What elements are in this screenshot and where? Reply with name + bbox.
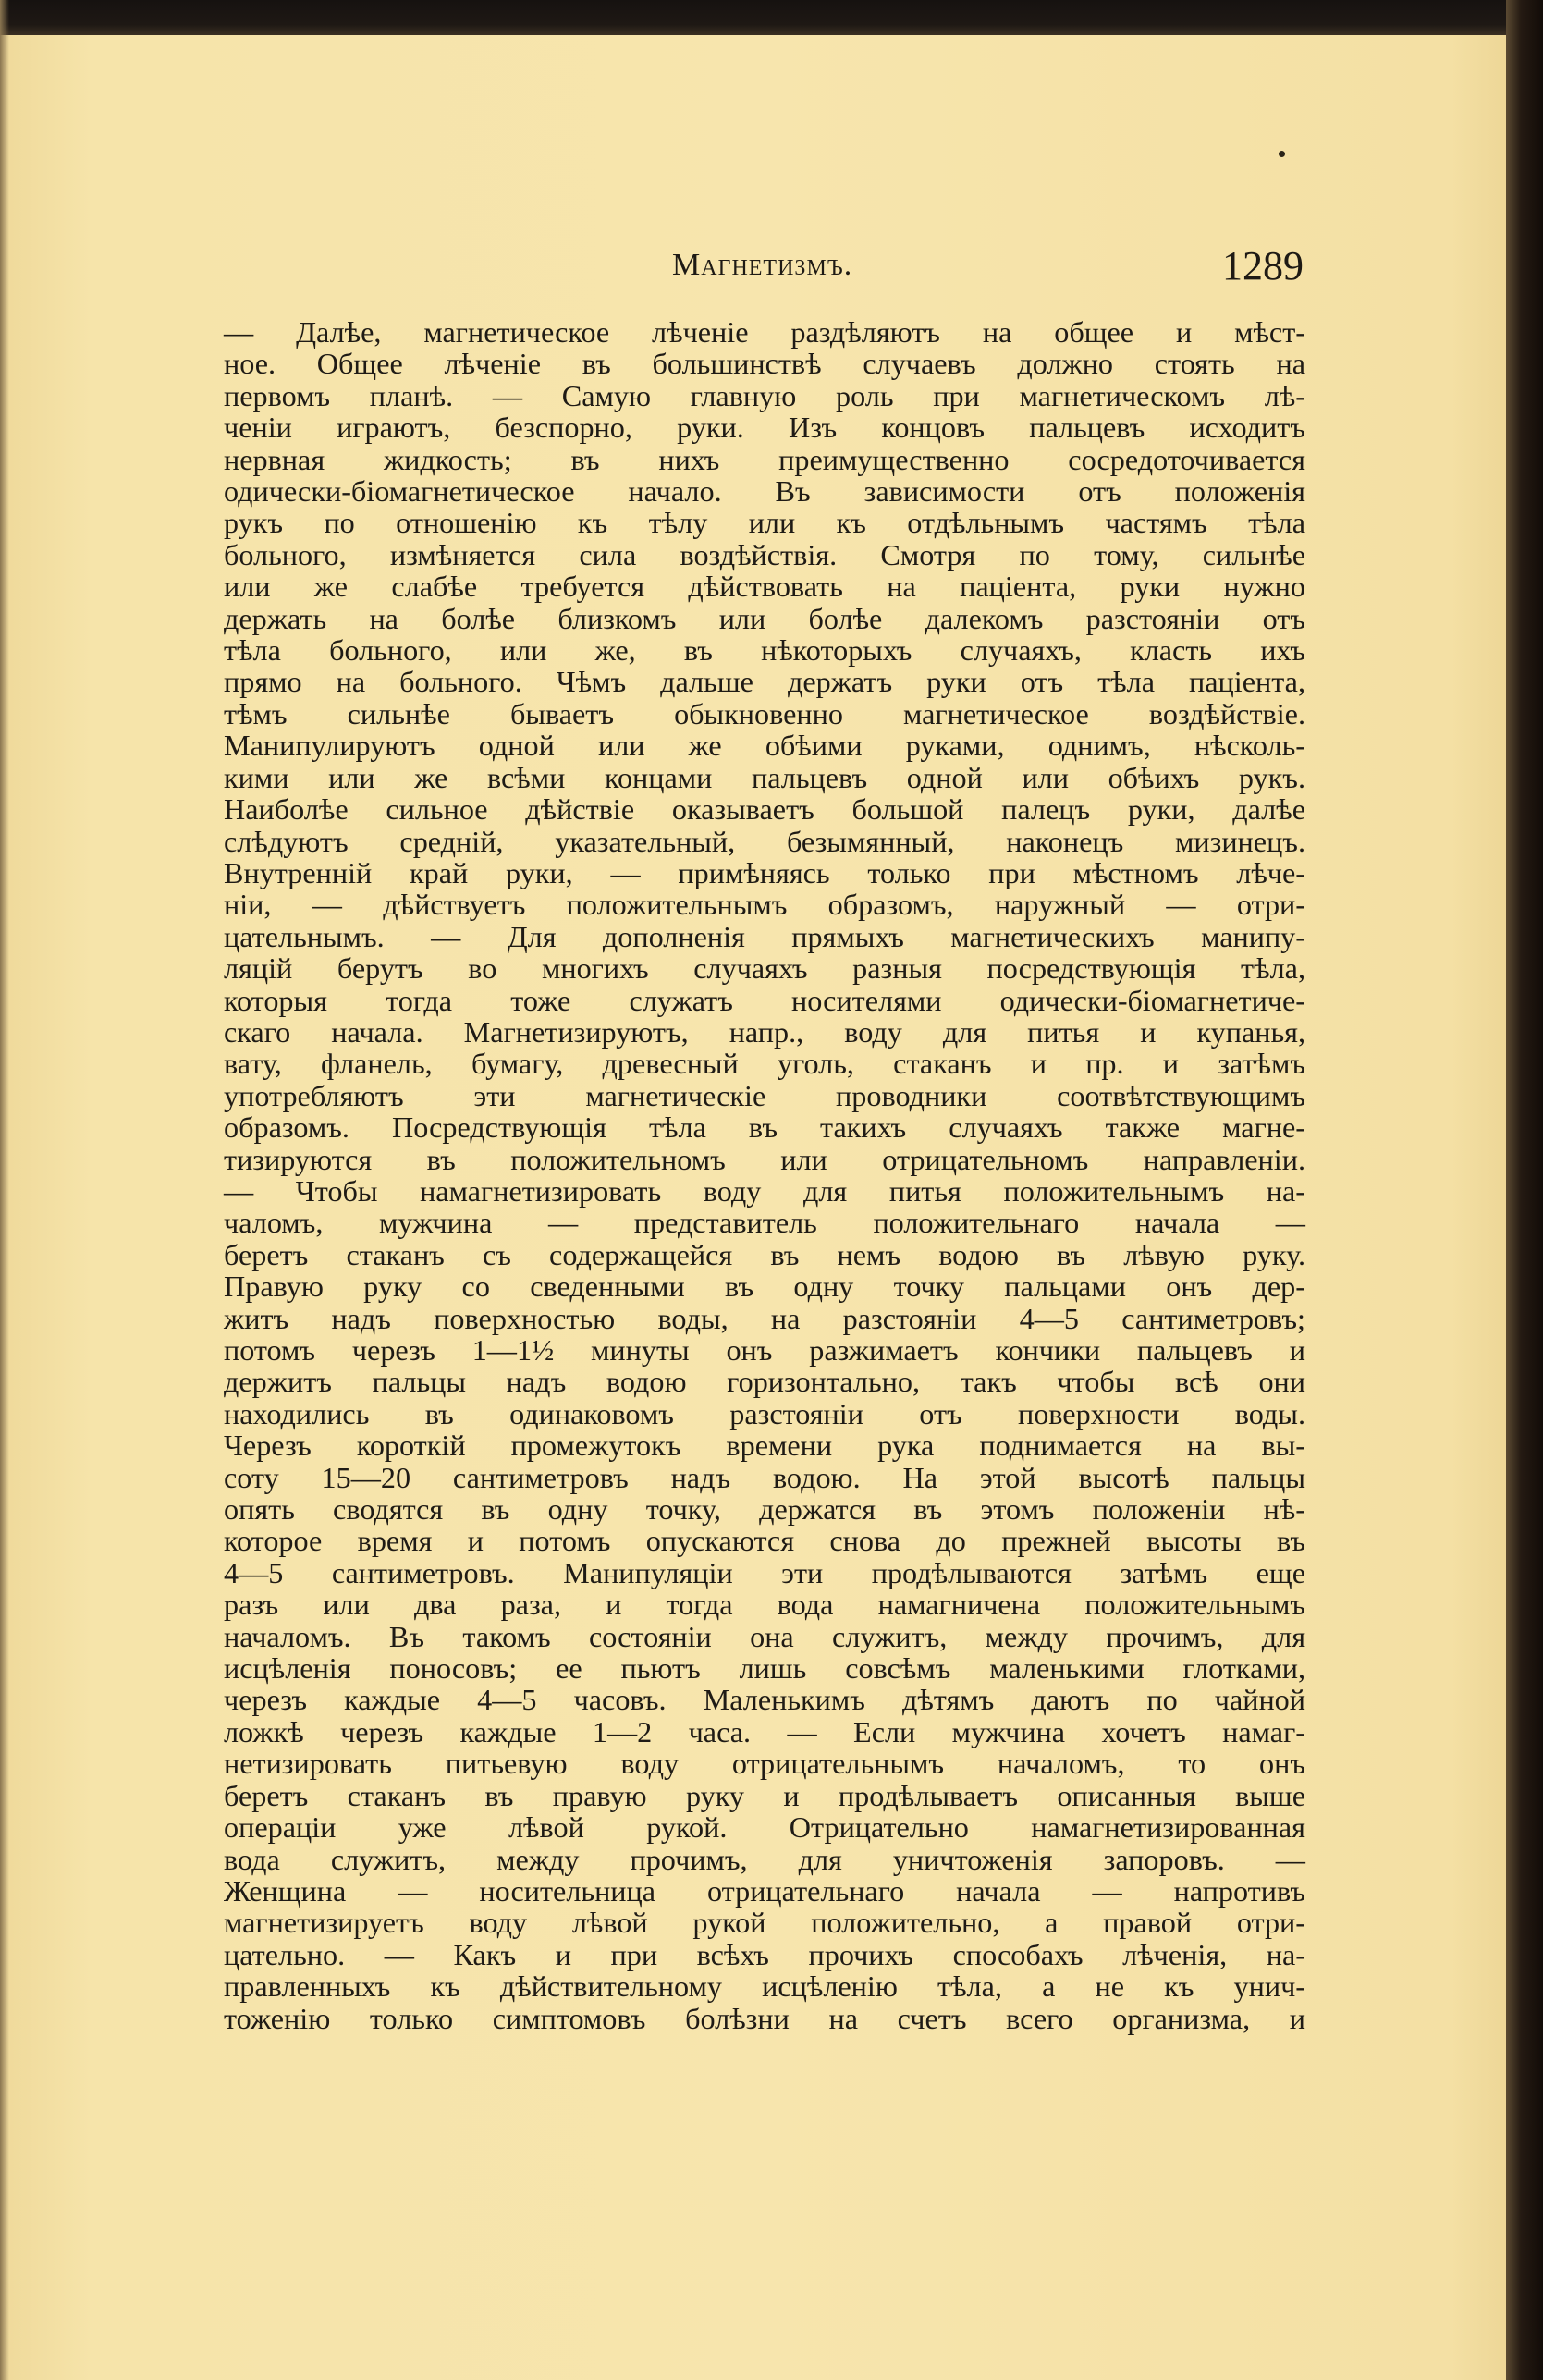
text-line: прямо на больного. Чѣмъ дальше держатъ руки отъ тѣла паціента, (224, 665, 1305, 699)
text-line: которое время и потомъ опускаются снова до прежней высоты въ (224, 1524, 1305, 1558)
text-line: чаломъ, мужчина — представитель положительнаго начала — (224, 1206, 1305, 1240)
text-line: цательно. — Какъ и при всѣхъ прочихъ способахъ лѣченія, на- (224, 1937, 1305, 1971)
body-text (224, 316, 1305, 2034)
text-line: исцѣленія поносовъ; ее пьютъ лишь совсѣмъ маленькими глотками, (224, 1651, 1305, 1686)
text-line: вода служитъ, между прочимъ, для уничтоженія запоровъ. — (224, 1842, 1305, 1876)
text-line: Черезъ короткій промежутокъ времени рука поднимается на вы- (224, 1429, 1305, 1463)
text-line: Наиболѣе сильное дѣйствіе оказываетъ большой палецъ руки, далѣе (224, 792, 1305, 827)
text-line: одически-біомагнетическое начало. Въ зависимости отъ положенія (224, 474, 1305, 509)
text-line: ложкѣ черезъ каждые 1—2 часа. — Если мужчина хочетъ намаг- (224, 1714, 1305, 1748)
ink-speck (1279, 151, 1285, 157)
text-line: первомъ планѣ. — Самую главную роль при магнетическомъ лѣ- (224, 378, 1305, 412)
text-line: соту 15—20 сантиметровъ надъ водою. На этой высотѣ пальцы (224, 1460, 1305, 1494)
text-line: образомъ. Посредствующія тѣла въ такихъ случаяхъ также магне- (224, 1110, 1305, 1145)
text-line: Манипулируютъ одной или же обѣими руками, однимъ, нѣсколь- (224, 729, 1305, 763)
text-line: ляцій берутъ во многихъ случаяхъ разныя посредствующія тѣла, (224, 951, 1305, 986)
text-line: началомъ. Въ такомъ состояніи она служитъ, между прочимъ, для (224, 1619, 1305, 1653)
text-line: ченіи играютъ, безспорно, руки. Изъ концовъ пальцевъ исходитъ (224, 411, 1305, 445)
text-line: тизируются въ положительномъ или отрицательномъ направленіи. (224, 1142, 1305, 1176)
text-line: находились въ одинаковомъ разстояніи отъ поверхности воды. (224, 1396, 1305, 1430)
text-line: держитъ пальцы надъ водою горизонтально, такъ чтобы всѣ они (224, 1365, 1305, 1399)
text-line: нетизировать питьевую воду отрицательнымъ началомъ, то онъ (224, 1747, 1305, 1781)
text-line: Женщина — носительница отрицательнаго начала — напротивъ (224, 1873, 1305, 1908)
text-line: больного, измѣняется сила воздѣйствія. Смотря по тому, сильнѣе (224, 537, 1305, 571)
page-number: 1289 (1222, 243, 1304, 288)
text-line: Внутренній край руки, — примѣняясь только при мѣстномъ лѣче- (224, 855, 1305, 889)
text-line: беретъ стаканъ съ содержащейся въ немъ водою въ лѣвую руку. (224, 1237, 1305, 1271)
text-line: черезъ каждые 4—5 часовъ. Маленькимъ дѣтямъ даютъ по чайной (224, 1683, 1305, 1717)
text-line: — Далѣе, магнетическое лѣченіе раздѣляютъ на общее и мѣст- (224, 315, 1305, 349)
running-title: Магнетизмъ. (672, 248, 853, 282)
scan-right-edge (1506, 0, 1543, 2380)
text-line: тѣмъ сильнѣе бываетъ обыкновенно магнетическое воздѣйствіе. (224, 696, 1305, 730)
text-line: тѣла больного, или же, въ нѣкоторыхъ случаяхъ, класть ихъ (224, 633, 1305, 668)
text-line: слѣдуютъ средній, указательный, безымянный, наконецъ мизинецъ. (224, 824, 1305, 858)
text-line: Правую руку со сведенными въ одну точку пальцами онъ дер- (224, 1270, 1305, 1304)
text-line: кими или же всѣми концами пальцевъ одной или обѣихъ рукъ. (224, 760, 1305, 794)
text-line: или же слабѣе требуется дѣйствовать на паціента, руки нужно (224, 570, 1305, 604)
text-line: рукъ по отношенію къ тѣлу или къ отдѣльнымъ частямъ тѣла (224, 506, 1305, 540)
page-header (220, 242, 1311, 294)
text-line: 4—5 сантиметровъ. Манипуляціи эти продѣлываются затѣмъ еще (224, 1555, 1305, 1589)
scan-top-edge (0, 0, 1543, 35)
text-line: потомъ черезъ 1—1½ минуты онъ разжимаетъ кончики пальцевъ и (224, 1333, 1305, 1367)
text-line: опять сводятся въ одну точку, держатся въ этомъ положеніи нѣ- (224, 1492, 1305, 1527)
text-line: которыя тогда тоже служатъ носителями одически-біомагнетиче- (224, 983, 1305, 1017)
text-line: правленныхъ къ дѣйствительному исцѣленію тѣла, а не къ унич- (224, 1969, 1305, 2004)
text-line: держать на болѣе близкомъ или болѣе далекомъ разстояніи отъ (224, 601, 1305, 635)
text-line: вату, фланель, бумагу, древесный уголь, стаканъ и пр. и затѣмъ (224, 1047, 1305, 1081)
text-line: операціи уже лѣвой рукой. Отрицательно намагнетизированная (224, 1810, 1305, 1845)
text-line: употребляютъ эти магнетическіе проводники соотвѣтствующимъ (224, 1078, 1305, 1112)
text-line: магнетизируетъ воду лѣвой рукой положительно, а правой отри- (224, 1906, 1305, 1940)
text-line: скаго начала. Магнетизируютъ, напр., воду для питья и купанья, (224, 1014, 1305, 1049)
scan-left-edge (0, 0, 9, 2380)
text-line: житъ надъ поверхностью воды, на разстояніи 4—5 сантиметровъ; (224, 1301, 1305, 1335)
text-line: разъ или два раза, и тогда вода намагничена положительнымъ (224, 1588, 1305, 1622)
text-line: ное. Общее лѣченіе въ большинствѣ случаевъ должно стоять на (224, 347, 1305, 381)
text-line: нервная жидкость; въ нихъ преимущественно сосредоточивается (224, 442, 1305, 476)
text-line: — Чтобы намагнетизировать воду для питья положительнымъ на- (224, 1173, 1305, 1208)
text-line: беретъ стаканъ въ правую руку и продѣлываетъ описанныя выше (224, 1778, 1305, 1812)
text-line: ніи, — дѣйствуетъ положительнымъ образомъ, наружный — отри- (224, 888, 1305, 922)
text-line: тоженію только симптомовъ болѣзни на счетъ всего организма, и (224, 2001, 1305, 2035)
text-line: цательнымъ. — Для дополненія прямыхъ магнетическихъ манипу- (224, 919, 1305, 953)
